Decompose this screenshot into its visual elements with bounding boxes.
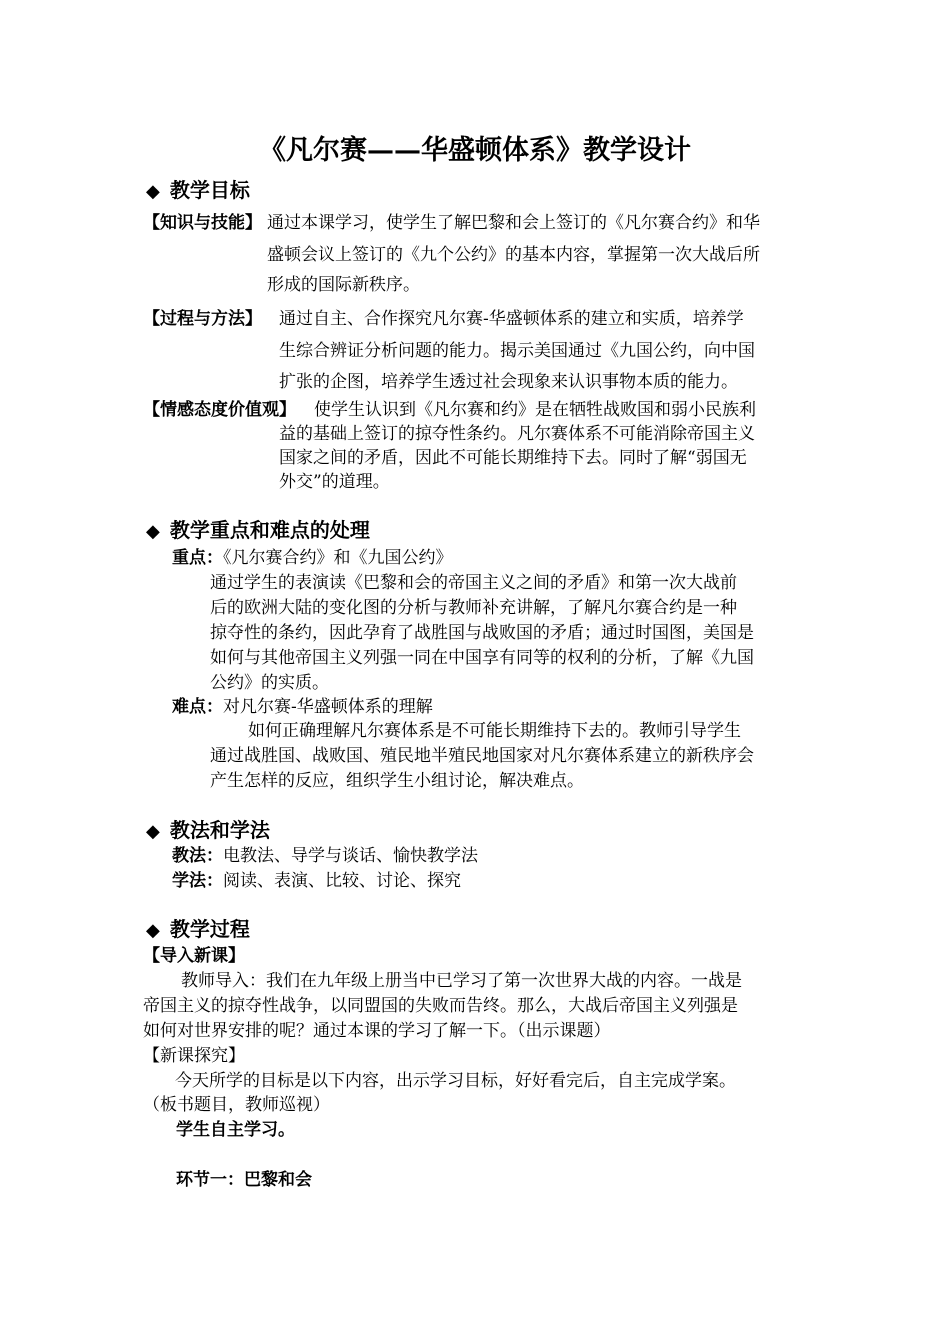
diff-line-3: 产生怎样的反应，组织学生小组讨论，解决难点。	[210, 771, 584, 791]
knowledge-line-3: 形成的国际新秩序。	[267, 275, 420, 295]
intro-line-2: 帝国主义的掠夺性战争，以同盟国的失败而告终。那么，大战后帝国主义列强是	[143, 996, 738, 1016]
process-line-3: 扩张的企图，培养学生透过社会现象来认识事物本质的能力。	[279, 372, 738, 392]
intro-label: 【导入新课】	[143, 946, 245, 966]
diamond-icon: ◆	[146, 181, 160, 202]
explore-label: 【新课探究】	[143, 1046, 245, 1066]
difficulty-row: 难点：对凡尔赛-华盛顿体系的理解	[172, 697, 433, 717]
knowledge-line-2: 盛顿会议上签订的《九个公约》的基本内容，掌握第一次大战后所	[267, 245, 760, 265]
key-line-2: 后的欧洲大陆的变化图的分析与教师补充讲解，了解凡尔赛合约是一种	[210, 598, 737, 618]
diamond-icon: ◆	[146, 521, 160, 542]
key-point-row: 重点：《凡尔赛合约》和《九国公约》	[172, 548, 453, 568]
section-heading-keypoints: ◆ 教学重点和难点的处理	[146, 518, 370, 542]
process-line-2: 生综合辨证分析问题的能力。揭示美国通过《九国公约，向中国	[279, 341, 755, 361]
diamond-icon: ◆	[146, 821, 160, 842]
emotion-line-1: 使学生认识到《凡尔赛和约》是在牺牲战败国和弱小民族利	[314, 400, 756, 420]
section-heading-objectives: ◆ 教学目标	[146, 178, 250, 202]
emotion-line-2: 益的基础上签订的掠夺性条约。凡尔赛体系不可能消除帝国主义	[279, 424, 755, 444]
diff-line-2: 通过战胜国、战败国、殖民地半殖民地国家对凡尔赛体系建立的新秩序会	[210, 746, 754, 766]
explore-line-1: 今天所学的目标是以下内容，出示学习目标，好好看完后，自主完成学案。	[175, 1071, 736, 1091]
self-study-text: 学生自主学习。	[176, 1120, 295, 1140]
intro-line-1: 教师导入：我们在九年级上册当中已学习了第一次世界大战的内容。一战是	[181, 971, 742, 991]
process-label: 【过程与方法】	[143, 309, 262, 329]
section-heading-methods: ◆ 教法和学法	[146, 818, 270, 842]
process-line-1: 通过自主、合作探究凡尔赛-华盛顿体系的建立和实质，培养学	[279, 309, 744, 329]
knowledge-label: 【知识与技能】	[143, 213, 262, 233]
teaching-method-row: 教法：电教法、导学与谈话、愉快教学法	[172, 846, 478, 866]
key-line-5: 公约》的实质。	[210, 673, 329, 693]
emotion-label: 【情感态度价值观】	[143, 400, 296, 420]
emotion-line-4: 外交”的道理。	[279, 472, 390, 492]
section-heading-process: ◆ 教学过程	[146, 917, 250, 941]
explore-line-2: （板书题目，教师巡视）	[143, 1095, 330, 1115]
key-line-1: 通过学生的表演读《巴黎和会的帝国主义之间的矛盾》和第一次大战前	[210, 573, 737, 593]
diff-line-1: 如何正确理解凡尔赛体系是不可能长期维持下去的。教师引导学生	[248, 721, 741, 741]
page-title: 《凡尔赛——华盛顿体系》教学设计	[259, 135, 691, 166]
intro-line-3: 如何对世界安排的呢？通过本课的学习了解一下。（出示课题）	[143, 1021, 611, 1041]
key-line-4: 如何与其他帝国主义列强一同在中国享有同等的权利的分析，了解《九国	[210, 648, 754, 668]
diamond-icon: ◆	[146, 920, 160, 941]
knowledge-line-1: 通过本课学习，使学生了解巴黎和会上签订的《凡尔赛合约》和华	[267, 213, 760, 233]
emotion-line-3: 国家之间的矛盾，因此不可能长期维持下去。同时了解“弱国无	[279, 448, 747, 468]
key-line-3: 掠夺性的条约，因此孕育了战胜国与战败国的矛盾；通过时国图，美国是	[210, 623, 754, 643]
learning-method-row: 学法：阅读、表演、比较、讨论、探究	[172, 871, 461, 891]
part-one-heading: 环节一：巴黎和会	[176, 1170, 312, 1190]
